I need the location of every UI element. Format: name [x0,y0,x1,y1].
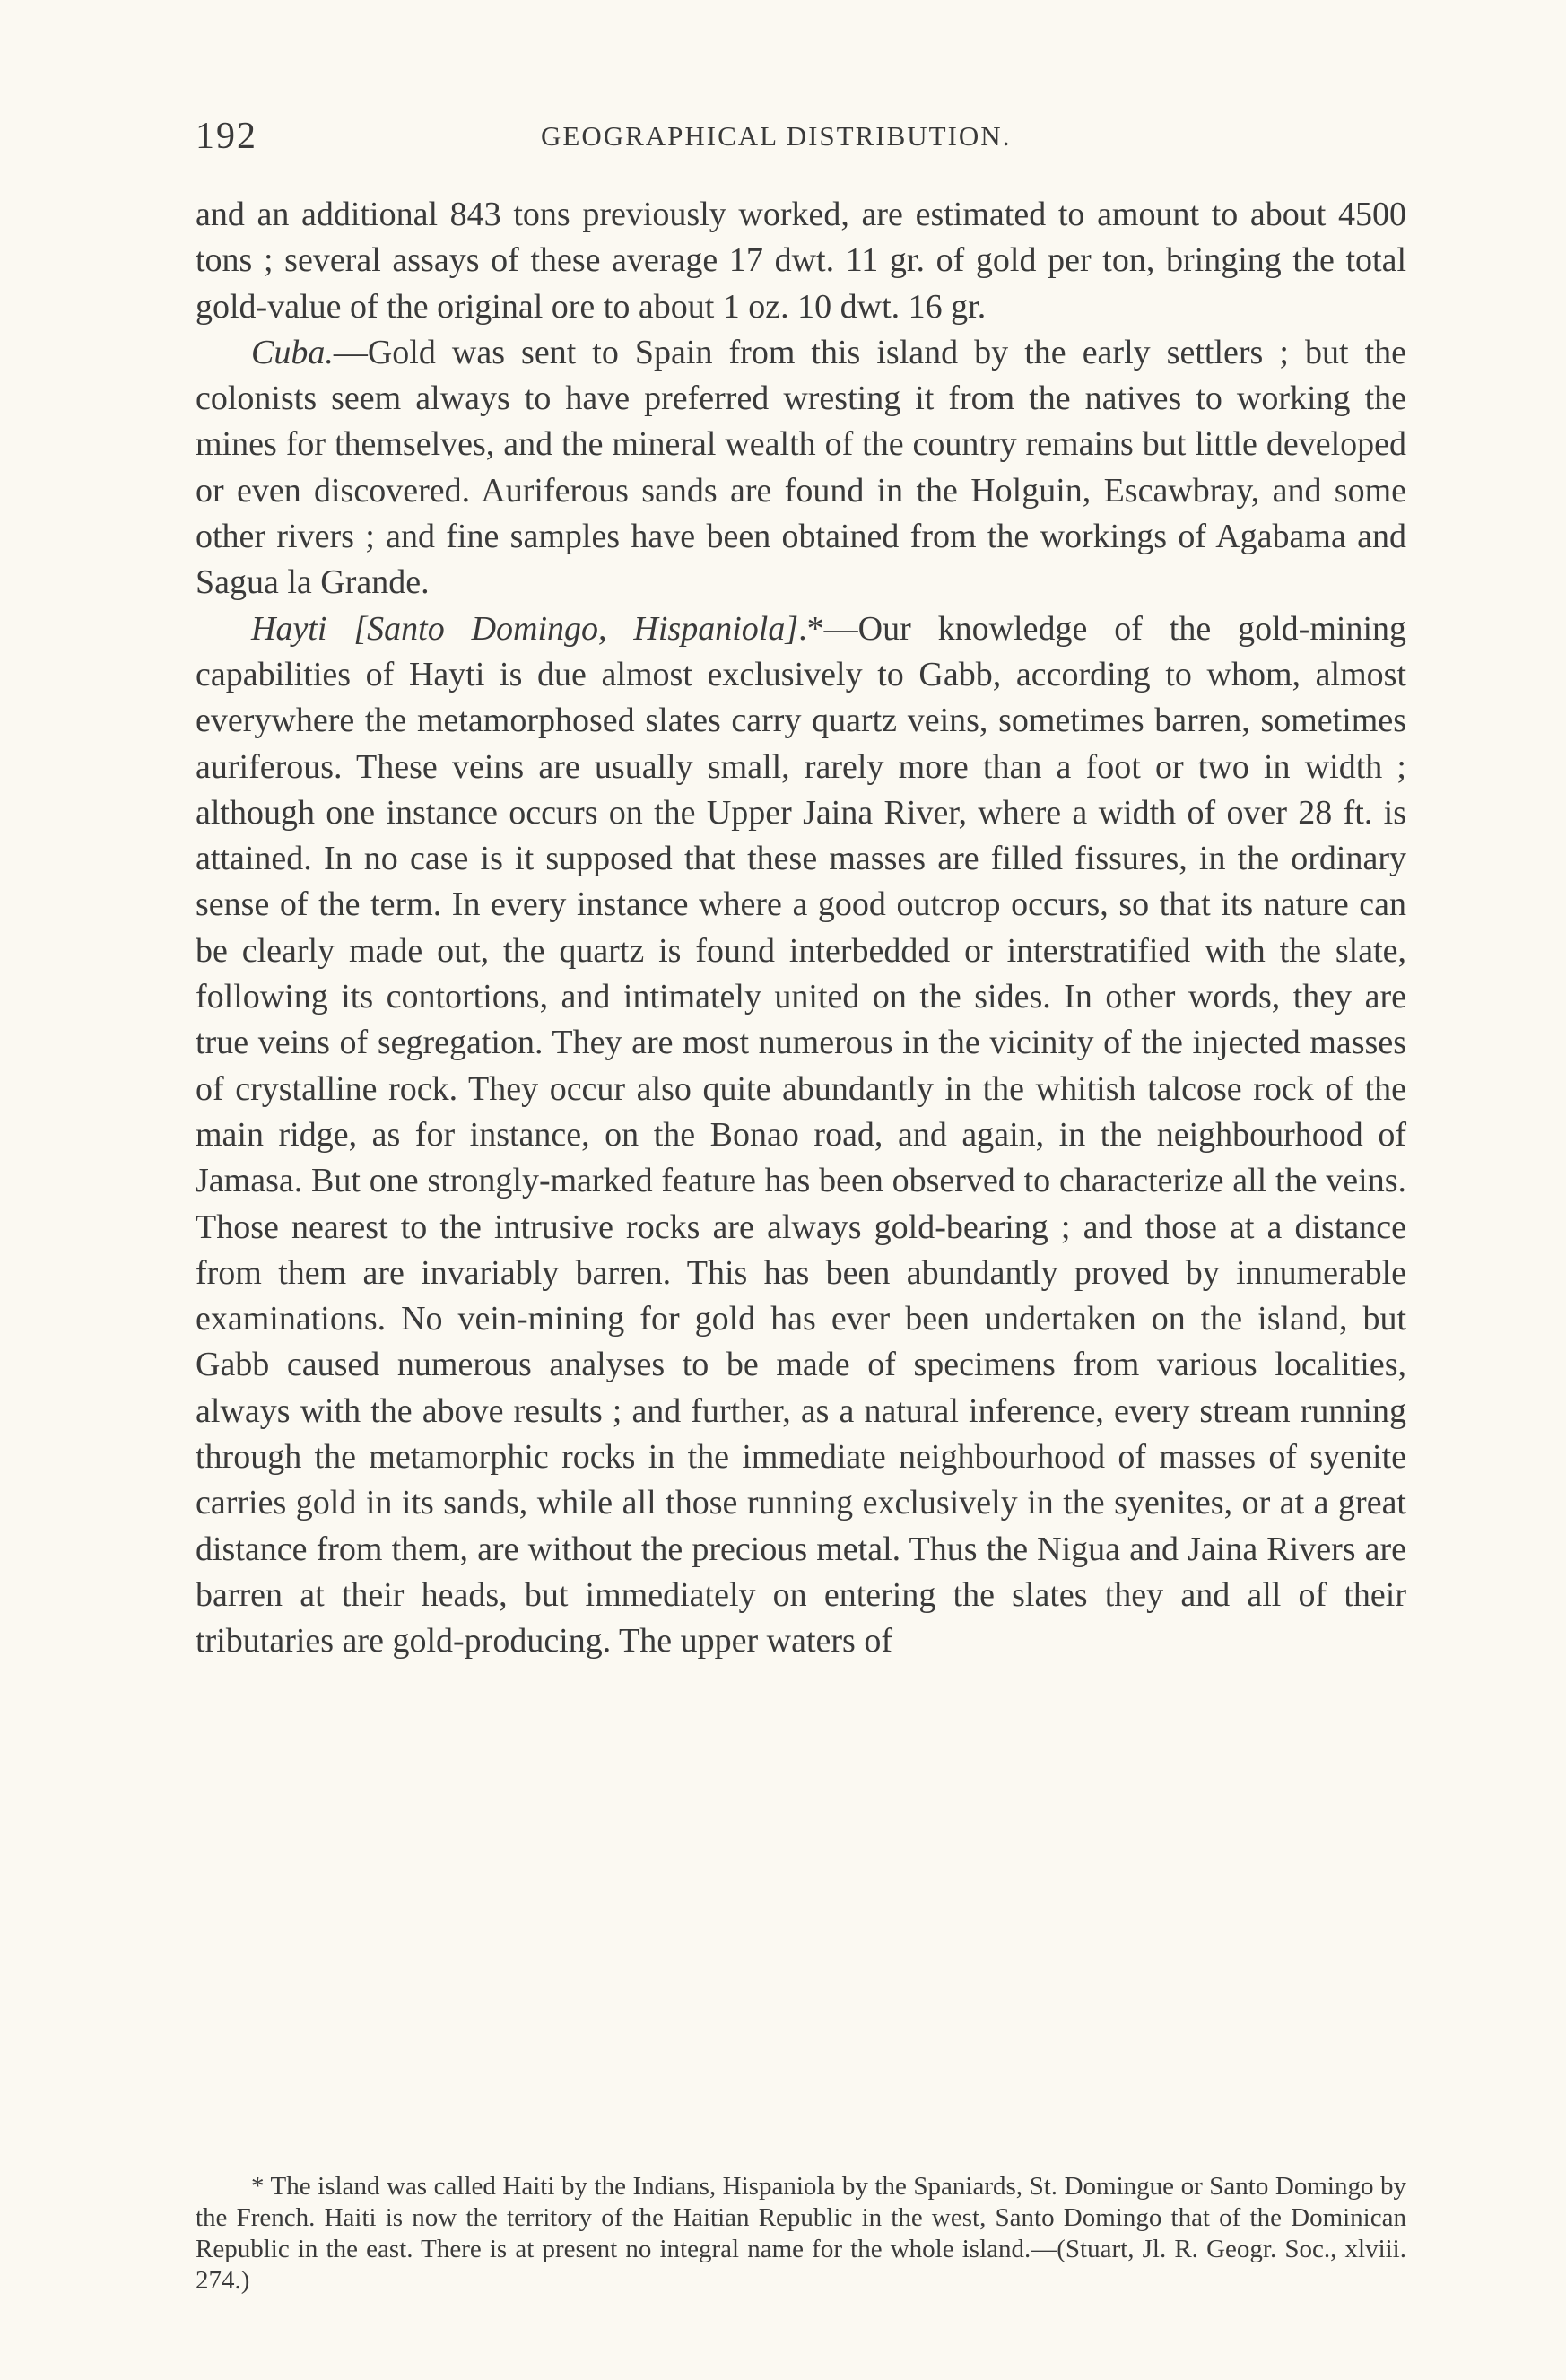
running-title: GEOGRAPHICAL DISTRIBUTION. [541,120,1012,152]
paragraph-text: .*—Our knowledge of the gold-mining capabilities of Hayti is due almost exclusively to Gabb, according to whom, almost everywhere the metamorphosed slates carry quartz veins, sometimes barren, sometimes auriferous. These veins are usually small, rarely more than a foot or two in width ; although one instance occurs on the Upper Jaina River, where a width of over 28 ft. is attained. In no case is it supposed that these masses are filled fissures, in the ordinary sense of the term. In every instance where a good outcrop occurs, so that its nature can be clearly made out, the quartz is found interbedded or interstratified with the slate, following its contortions, and intimately united on the sides. In other words, they are true veins of segregation. They are most numerous in the vicinity of the injected masses of crystalline rock. They occur also quite abundantly in the whitish talcose rock of the main ridge, as for instance, on the Bonao road, and again, in the neighbourhood of Jamasa. But one strongly-marked feature has been observed to characterize all the veins. Those nearest to the intrusive rocks are always gold-bearing ; and those at a distance from them are invariably barren. This has been abundantly proved by innumerable examinations. No vein-mining for gold has ever been undertaken on the island, but Gabb caused numerous analyses to be made of specimens from various localities, always with the above results ; and further, as a natural inference, every stream running through the metamorphic rocks in the immediate neighbourhood of masses of syenite carries gold in its sands, while all those running exclusively in the syenites, or at a great distance from them, are without the precious metal. Thus the Nigua and Jaina Rivers are barren at their heads, but immediately on entering the slates they and all of their tributaries are gold-producing. The upper waters of [196,609,1407,1661]
body-text [196,192,1406,1665]
paragraph-text: —Gold was sent to Spain from this island by the early settlers ; but the colonists seem always to have preferred wresting it from the natives to working the mines for themselves, and the mineral wealth of the country remains but little developed or even discovered. Auriferous sands are found in the Holguin, Escawbray, and some other rivers ; and fine samples have been obtained from the workings of Agabama and Sagua la Grande. [196,333,1406,602]
footnote: * The island was called Haiti by the Indians, Hispaniola by the Spaniards, St. Domingue or Santo Domingo by the French. Haiti is now the territory of the Haitian Republic in the west, Santo Domingo that of the Dominican Republic in the east. There is at present no integral name for the whole island.—(Stuart, Jl. R. Geogr. Soc., xlviii. 274.) [196,2172,1406,2295]
page-number: 192 [196,116,257,157]
page-header [196,115,1406,160]
paragraph-continuation [196,192,1406,330]
alternate-names: [Santo Domingo, Hispaniola] [353,609,799,648]
footnotes [196,2171,1406,2297]
paragraph-text: and an additional 843 tons previously worked, are estimated to amount to about 4500 tons ; several assays of these average 17 dwt. 11 gr. of gold per ton, bringing the total gold-value of the original ore to about 1 oz. 10 dwt. 16 gr. [196,196,1406,326]
paragraph-cuba [196,330,1406,606]
section-lead-hayti: Hayti [251,609,327,648]
section-lead-cuba: Cuba. [251,333,334,371]
paragraph-hayti [196,606,1406,1665]
